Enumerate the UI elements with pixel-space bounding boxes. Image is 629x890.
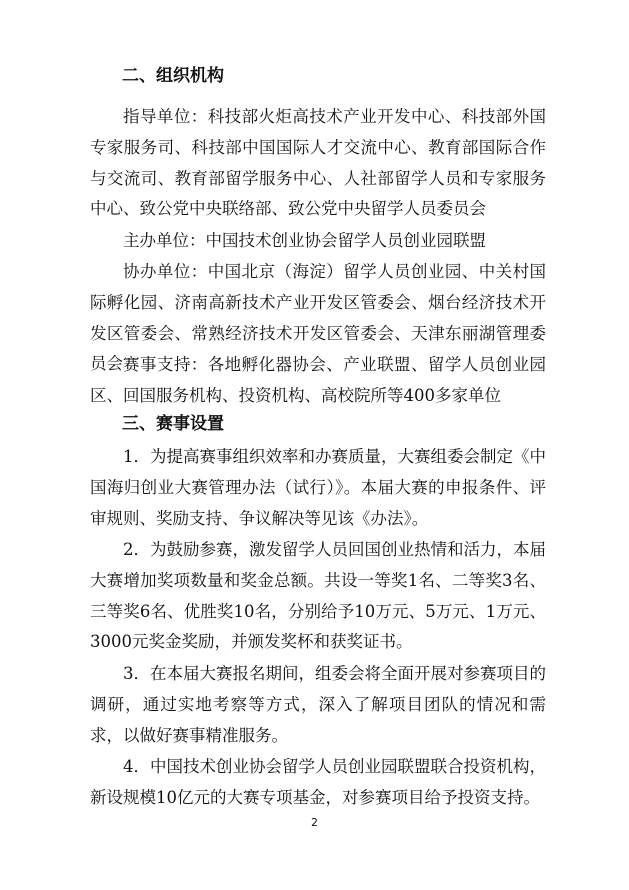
paragraph-item-1: 1．为提高赛事组织效率和办赛质量，大赛组委会制定《中国海归创业大赛管理办法（试行）》。本届大赛的申报条件、评审规则、奖励支持、争议解决等见该《办法》。 <box>90 447 546 528</box>
paragraph-event-support: 赛事支持：各地孵化器协会、产业联盟、留学人员创业园区、回国服务机构、投资机构、高校院所等400多家单位 <box>90 355 546 405</box>
paragraph-item-4: 4．中国技术创业协会留学人员创业园联盟联合投资机构，新设规模10亿元的大赛专项基金，对参赛项目给予投资支持。 <box>90 757 546 807</box>
paragraph-item-2: 2．为鼓励参赛，激发留学人员回国创业热情和活力，本届大赛增加奖项数量和奖金总额。共设一等奖1名、二等奖3名、三等奖6名、优胜奖10名，分别给予10万元、5万元、1万元、3000元奖金奖励，并颁发奖杯和获奖证书。 <box>90 540 546 652</box>
section-heading-event-setup: 三、赛事设置 <box>122 414 224 434</box>
paragraph-co-organizers: 协办单位：中国北京（海淀）留学人员创业园、中关村国际孵化园、济南高新技术产业开发区管委会、烟台经济技术开发区管委会、常熟经济技术开发区管委会、天津东丽湖管理委员会 <box>90 262 546 374</box>
paragraph-item-3: 3．在本届大赛报名期间，组委会将全面开展对参赛项目的调研，通过实地考察等方式，深入了解项目团队的情况和需求，以做好赛事精准服务。 <box>90 664 546 745</box>
page-number: 2 <box>311 816 318 829</box>
paragraph-host-unit: 主办单位：中国技术创业协会留学人员创业园联盟 <box>123 231 486 250</box>
paragraph-guiding-units: 指导单位：科技部火炬高技术产业开发中心、科技部外国专家服务司、科技部中国国际人才交流中心、教育部国际合作与交流司、教育部留学服务中心、人社部留学人员和专家服务中心、致公党中央联络部、致公党中央留学人员委员会 <box>90 107 546 219</box>
section-heading-organization: 二、组织机构 <box>122 66 224 86</box>
